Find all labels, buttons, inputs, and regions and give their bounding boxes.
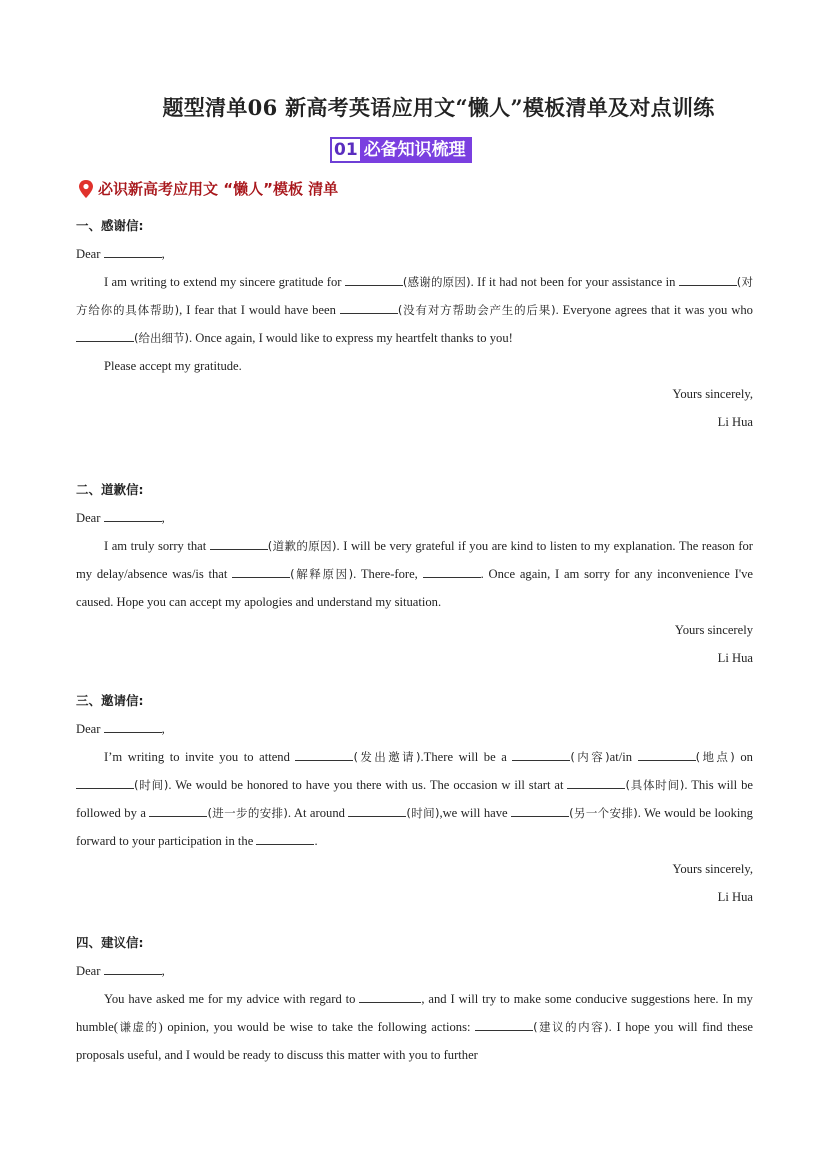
section-title: 二、道歉信: bbox=[76, 482, 144, 497]
signature-name: Li Hua bbox=[717, 651, 753, 665]
closing: Yours sincerely, bbox=[672, 862, 753, 876]
section-badge bbox=[330, 137, 472, 163]
signature-name: Li Hua bbox=[717, 890, 753, 904]
salutation: Dear bbox=[76, 511, 101, 525]
subheading-text: 必识新高考应用文 “懒人”模板 清单 bbox=[98, 180, 339, 198]
section-title: 四、建议信: bbox=[76, 935, 144, 950]
section-advice-letter: 四、建议信: Dear , You have asked me for my advice with regard to , and I will try to make some conducive suggestions here. In my humble(谦虚的) opinion, you would be wise to take the following actions: (建议的内容). I hope you will find these proposals useful, and I would be ready to discuss this matter with you to further bbox=[76, 929, 753, 1069]
letter-body: I am truly sorry that (道歉的原因). I will be very grateful if you are kind to listen to my explanation. The reason for my delay/absence was/is that (解释原因). There-fore, . Once again, I am sorry for any inconvenience I've caused. Hope you can accept my apologies and understand my situation. bbox=[76, 532, 753, 616]
section-title: 一、感谢信: bbox=[76, 218, 144, 233]
salutation: Dear bbox=[76, 722, 101, 736]
closing: Yours sincerely bbox=[674, 623, 753, 637]
location-pin-icon bbox=[78, 179, 94, 199]
salutation: Dear bbox=[76, 247, 101, 261]
section-apology-letter: 二、道歉信: Dear , I am truly sorry that (道歉的原因). I will be very grateful if you are kind to listen to my explanation. The reason for my delay/absence was/is that (解释原因). There-fore, . Once again, I am sorry for any inconvenience I've caused. Hope you can accept my apologies and understand my situation. Yours sincerely Li Hua bbox=[76, 476, 753, 672]
letter-paragraph: Please accept my gratitude. bbox=[104, 359, 242, 373]
salutation: Dear bbox=[76, 964, 101, 978]
letter-body: You have asked me for my advice with regard to , and I will try to make some conducive suggestions here. In my humble(谦虚的) opinion, you would be wise to take the following actions: (建议的内容). I hope you will find these proposals useful, and I would be ready to discuss this matter with you to further bbox=[76, 985, 753, 1069]
subheading bbox=[78, 178, 338, 199]
section-invitation-letter: 三、邀请信: Dear , I’m writing to invite you to attend (发出邀请).There will be a (内容)at/in (地点) on (时间). We would be honored to have you there with us. The occasion w ill start at (具体时间). This will be followed by a (进一步的安排). At around (时间),we will have (另一个安排). We would be looking forward to your participation in the . Yours sincerely, Li Hua bbox=[76, 687, 753, 911]
section-title: 三、邀请信: bbox=[76, 693, 144, 708]
letter-body: I’m writing to invite you to attend (发出邀请).There will be a (内容)at/in (地点) on (时间). We would be honored to have you there with us. The occasion w ill start at (具体时间). This will be followed by a (进一步的安排). At around (时间),we will have (另一个安排). We would be looking forward to your participation in the . bbox=[76, 743, 753, 855]
letter-body: I am writing to extend my sincere gratitude for (感谢的原因). If it had not been for your assistance in (对方给你的具体帮助), I fear that I would have been (没有对方帮助会产生的后果). Everyone agrees that it was you who (给出细节). Once again, I would like to express my heartfelt thanks to you! bbox=[76, 268, 753, 352]
closing: Yours sincerely, bbox=[672, 387, 753, 401]
page-title: 题型清单06 新高考英语应用文“懒人”模板清单及对点训练 bbox=[162, 95, 715, 120]
signature-name: Li Hua bbox=[717, 415, 753, 429]
section-thanks-letter: 一、感谢信: Dear , I am writing to extend my sincere gratitude for (感谢的原因). If it had not been for your assistance in (对方给你的具体帮助), I fear that I would have been (没有对方帮助会产生的后果). Everyone agrees that it was you who (给出细节). Once again, I would like to express my heartfelt thanks to you! Please accept my gratitude. Yours sincerely, Li Hua bbox=[76, 212, 753, 436]
badge-text: 必备知识梳理 bbox=[360, 137, 472, 163]
badge-number: 01 bbox=[330, 137, 360, 163]
